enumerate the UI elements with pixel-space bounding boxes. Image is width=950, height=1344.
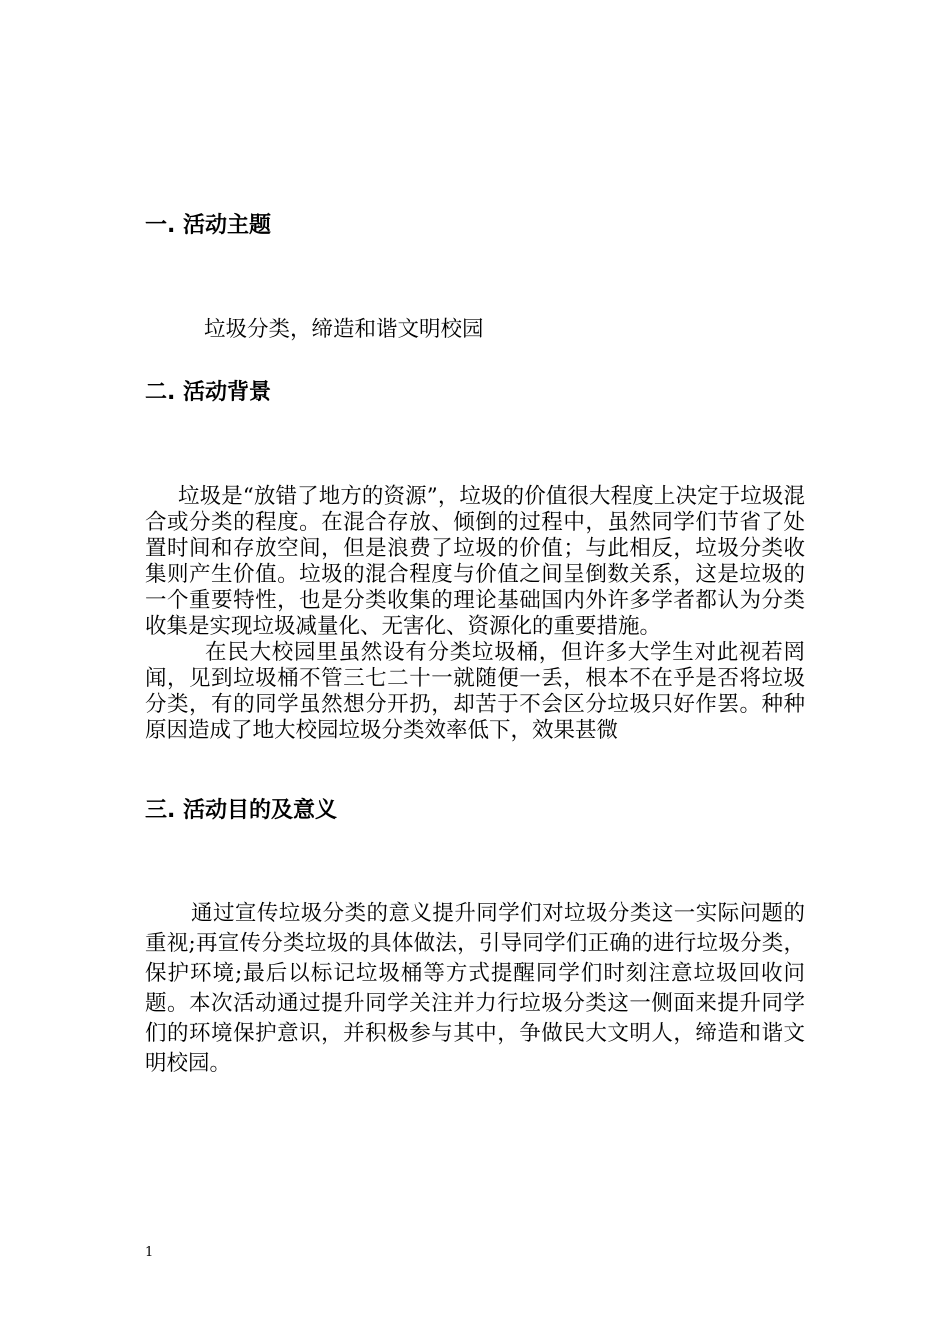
purpose-body [145,899,805,1079]
section-heading-theme: 一. 活动主题 [145,213,272,238]
background-paragraph-1: 垃圾是“放错了地方的资源”，垃圾的价值很大程度上决定于垃圾混合或分类的程度。在混合存放、倾倒的过程中，虽然同学们节省了处置时间和存放空间，但是浪费了垃圾的价值；与此相反，垃圾分类收集则产生价值。垃圾的混合程度与价值之间呈倒数关系，这是垃圾的一个重要特性，也是分类收集的理论基础国内外许多学者都认为分类收集是实现垃圾减量化、无害化、资源化的重要措施。 [145,484,805,639]
purpose-paragraph: 通过宣传垃圾分类的意义提升同学们对垃圾分类这一实际问题的重视;再宣传分类垃圾的具体做法，引导同学们正确的进行垃圾分类，保护环境;最后以标记垃圾桶等方式提醒同学们时刻注意垃圾回收问题。本次活动通过提升同学关注并力行垃圾分类这一侧面来提升同学们的环境保护意识，并积极参与其中，争做民大文明人，缔造和谐文明校园。 [145,901,805,1076]
page-number: 1 [145,1245,154,1260]
background-body [145,484,805,744]
background-paragraph-2: 在民大校园里虽然设有分类垃圾桶，但许多大学生对此视若罔闻，见到垃圾桶不管三七二十一就随便一丢，根本不在乎是否将垃圾分类，有的同学虽然想分开扔，却苦于不会区分垃圾只好作罢。种种原因造成了地大校园垃圾分类效率低下，效果甚微 [145,640,805,743]
section-heading-background: 二. 活动背景 [145,380,272,405]
section-heading-purpose: 三. 活动目的及意义 [145,798,338,823]
theme-statement: 垃圾分类，缔造和谐文明校园 [204,317,484,342]
